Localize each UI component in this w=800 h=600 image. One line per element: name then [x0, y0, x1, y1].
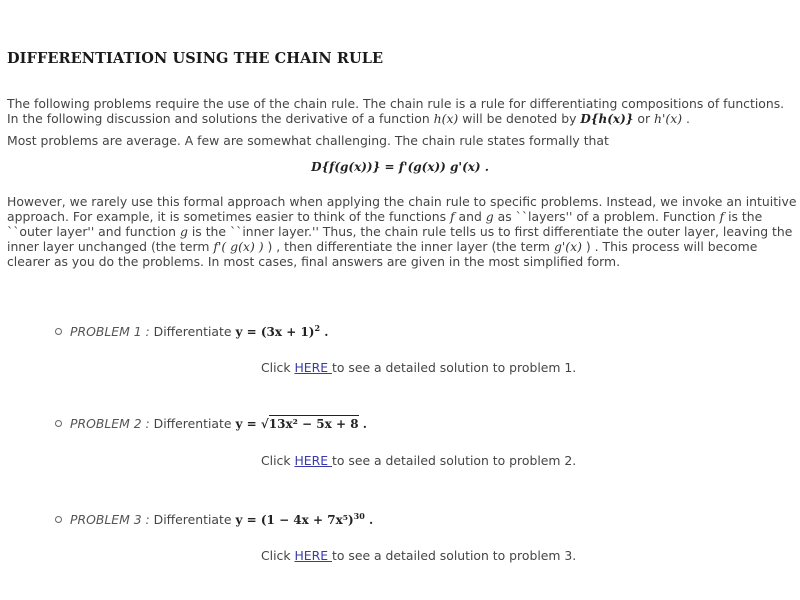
- eq-suffix: .: [320, 325, 329, 339]
- problem-sep: :: [141, 323, 154, 339]
- intro-text: .: [682, 111, 690, 126]
- intro-text: The following problems require the use of the chain rule. The chain rule is a rule for differentiating compositions of functions. In the following discussion and solutions the derivative of a function: [7, 96, 785, 126]
- problem-label: PROBLEM 1: [70, 323, 142, 339]
- solution-link-row-2: [261, 453, 576, 468]
- eq-base: y = √: [235, 416, 269, 431]
- click-text: to see a detailed solution to problem 3.: [332, 548, 577, 563]
- explanation-text: is the ``inner layer.'' Thus, the chain rule tells us to first differentiate the outer layer, leaving the inner layer unchanged (the term: [7, 224, 793, 254]
- eq-base: y = (1 − 4x + 7x⁵): [235, 513, 354, 527]
- explanation-text: However, we rarely use this formal approach when applying the chain rule to specific problems. Instead, we invoke an intuitive approach. For example, it is sometimes easier to think of the functions: [7, 194, 797, 224]
- click-text: Click: [261, 453, 295, 468]
- click-text: to see a detailed solution to problem 1.: [332, 360, 577, 375]
- math-dhx: D{h(x)}: [580, 112, 634, 126]
- eq-base: y = (3x + 1): [235, 325, 315, 339]
- eq-exponent: 30: [353, 511, 365, 521]
- problem-sep: :: [141, 511, 154, 527]
- page-title: DIFFERENTIATION USING THE CHAIN RULE: [7, 50, 384, 67]
- intro-line-2: Most problems are average. A few are somewhat challenging. The chain rule states formally that: [7, 133, 609, 148]
- math-g: g: [485, 209, 494, 224]
- intro-paragraph: [7, 96, 797, 127]
- explanation-paragraph: [7, 194, 797, 269]
- problem-equation: [235, 417, 366, 431]
- math-fprime-g: f'( g(x) ): [213, 239, 264, 254]
- click-text: to see a detailed solution to problem 2.: [332, 453, 577, 468]
- math-f: f: [450, 209, 455, 224]
- problem-sep: :: [141, 416, 154, 431]
- problem-verb: Differentiate: [153, 511, 232, 527]
- math-g: g: [179, 224, 188, 239]
- explanation-text: as ``layers'' of a problem. Function: [493, 209, 720, 224]
- explanation-text: is the ``outer layer'' and function: [7, 209, 763, 239]
- problem-3: [55, 511, 373, 527]
- click-text: Click: [261, 360, 295, 375]
- problem-verb: Differentiate: [153, 323, 232, 339]
- explanation-text: and: [454, 209, 486, 224]
- bullet-icon: [55, 516, 62, 523]
- problem-label: PROBLEM 2: [70, 416, 142, 431]
- math-hprime: h'(x): [654, 111, 683, 126]
- eq-suffix: .: [358, 416, 367, 431]
- problem-2: [55, 416, 367, 431]
- chain-rule-formula: D{f(g(x))} = f'(g(x)) g'(x) .: [311, 160, 489, 174]
- click-text: Click: [261, 548, 295, 563]
- eq-suffix: .: [364, 513, 374, 527]
- math-f: f: [719, 209, 725, 224]
- solution-link-2[interactable]: HERE: [294, 453, 332, 468]
- problem-equation: [235, 323, 328, 339]
- problem-verb: Differentiate: [153, 416, 232, 431]
- explanation-text: ) . This process will become clearer as you do the problems. In most cases, final answers are given in the most simplified form.: [7, 239, 758, 269]
- eq-radicand: 13x² − 5x + 8: [268, 416, 359, 431]
- solution-link-1[interactable]: HERE: [294, 360, 332, 375]
- math-hx: h(x): [433, 111, 459, 126]
- problem-1: [55, 323, 328, 339]
- problem-equation: [235, 511, 373, 527]
- bullet-icon: [55, 420, 62, 427]
- solution-link-3[interactable]: HERE: [294, 548, 332, 563]
- intro-text: will be denoted by: [458, 111, 581, 126]
- problem-label: PROBLEM 3: [70, 511, 142, 527]
- intro-text: or: [633, 111, 655, 126]
- solution-link-row-3: [261, 548, 576, 563]
- solution-link-row-1: [261, 360, 576, 375]
- eq-exponent: 2: [314, 323, 321, 333]
- bullet-icon: [55, 328, 62, 335]
- math-gprime: g'(x): [553, 239, 582, 254]
- explanation-text: ) , then differentiate the inner layer (the term: [263, 239, 554, 254]
